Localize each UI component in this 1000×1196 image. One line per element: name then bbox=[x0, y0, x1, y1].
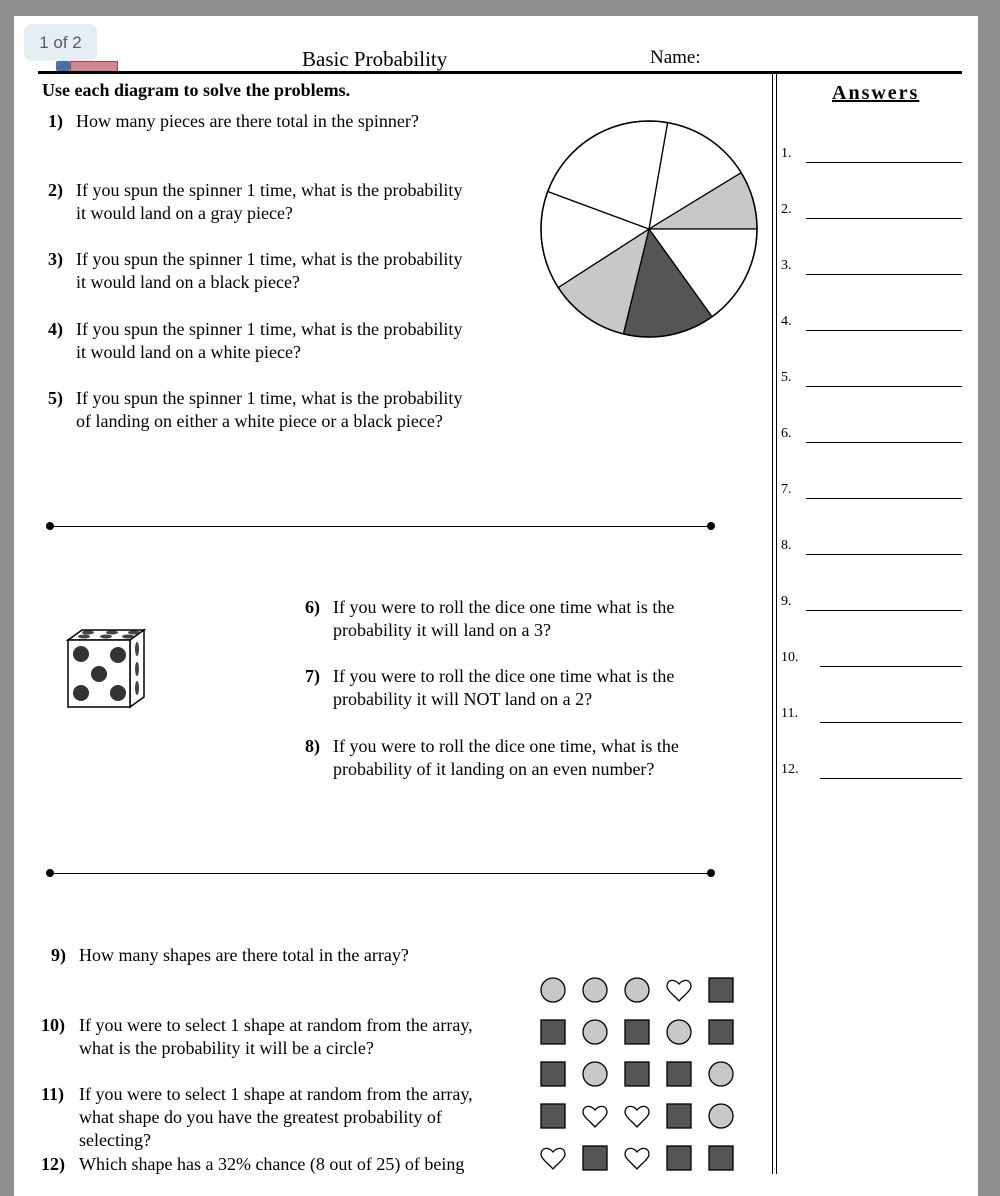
answer-blank-11[interactable] bbox=[820, 722, 962, 723]
question-text: How many shapes are there total in the array? bbox=[79, 945, 409, 965]
question-text: it would land on a gray piece? bbox=[76, 203, 293, 223]
question-number: 8) bbox=[305, 736, 320, 756]
question-text: If you were to roll the dice one time, what is the bbox=[333, 736, 679, 756]
shape-heart bbox=[583, 1106, 607, 1127]
shape-square bbox=[583, 1146, 607, 1170]
divider-endpoint bbox=[707, 522, 715, 530]
shape-heart bbox=[667, 980, 691, 1001]
answer-blank-8[interactable] bbox=[806, 554, 962, 555]
answer-blank-12[interactable] bbox=[820, 778, 962, 779]
answer-label-9: 9. bbox=[781, 594, 792, 609]
shape-circle bbox=[709, 1104, 733, 1128]
shape-array bbox=[530, 970, 750, 1190]
answer-blank-7[interactable] bbox=[806, 498, 962, 499]
question-number: 2) bbox=[48, 180, 63, 200]
shape-circle bbox=[667, 1020, 691, 1044]
question-text: probability of it landing on an even number? bbox=[333, 759, 655, 779]
question-number: 3) bbox=[48, 249, 63, 269]
header-rule bbox=[38, 71, 962, 74]
shape-circle bbox=[541, 978, 565, 1002]
instructions: Use each diagram to solve the problems. bbox=[42, 80, 351, 100]
shape-heart bbox=[625, 1106, 649, 1127]
shape-square bbox=[709, 978, 733, 1002]
section-divider bbox=[50, 526, 712, 527]
answer-blank-10[interactable] bbox=[820, 666, 962, 667]
question-text: it would land on a white piece? bbox=[76, 342, 301, 362]
question-text: Which shape has a 32% chance (8 out of 25) of being bbox=[79, 1154, 465, 1174]
question-text: it would land on a black piece? bbox=[76, 272, 300, 292]
question-text: If you were to select 1 shape at random from the array, bbox=[79, 1084, 473, 1104]
question-number: 4) bbox=[48, 319, 63, 339]
viewer-background bbox=[986, 0, 1000, 1173]
answer-label-5: 5. bbox=[781, 370, 792, 385]
question-text: If you spun the spinner 1 time, what is the probability bbox=[76, 249, 463, 269]
answer-label-7: 7. bbox=[781, 482, 792, 497]
answer-label-10: 10. bbox=[781, 650, 799, 665]
shape-heart bbox=[625, 1148, 649, 1169]
question-text: of landing on either a white piece or a black piece? bbox=[76, 411, 443, 431]
question-text: probability it will land on a 3? bbox=[333, 620, 551, 640]
answer-blank-5[interactable] bbox=[806, 386, 962, 387]
question-number: 10) bbox=[41, 1015, 65, 1035]
answers-title: Answers bbox=[832, 82, 920, 104]
section-divider bbox=[50, 873, 712, 874]
shape-square bbox=[541, 1104, 565, 1128]
question-text: How many pieces are there total in the spinner? bbox=[76, 111, 419, 131]
question-text: If you were to roll the dice one time what is the bbox=[333, 597, 675, 617]
shape-square bbox=[541, 1020, 565, 1044]
answer-label-12: 12. bbox=[781, 762, 799, 777]
worksheet-title: Basic Probability bbox=[302, 47, 448, 71]
question-number: 11) bbox=[41, 1084, 65, 1104]
question-text: what shape do you have the greatest probability of bbox=[79, 1107, 442, 1127]
question-text: If you were to roll the dice one time what is the bbox=[333, 666, 675, 686]
question-text: If you spun the spinner 1 time, what is the probability bbox=[76, 388, 463, 408]
shape-circle bbox=[583, 978, 607, 1002]
answer-label-3: 3. bbox=[781, 258, 792, 273]
shape-circle bbox=[583, 1020, 607, 1044]
question-number: 7) bbox=[305, 666, 320, 686]
shape-square bbox=[625, 1062, 649, 1086]
paper-clip-mark bbox=[56, 61, 70, 71]
answer-label-6: 6. bbox=[781, 426, 792, 441]
question-text: probability it will NOT land on a 2? bbox=[333, 689, 593, 709]
answer-label-8: 8. bbox=[781, 538, 792, 553]
shape-square bbox=[709, 1020, 733, 1044]
answer-label-4: 4. bbox=[781, 314, 792, 329]
question-number: 5) bbox=[48, 388, 63, 408]
question-number: 6) bbox=[305, 597, 320, 617]
answer-blank-2[interactable] bbox=[806, 218, 962, 219]
shape-square bbox=[709, 1146, 733, 1170]
die-diagram bbox=[60, 625, 150, 715]
question-number: 9) bbox=[51, 945, 66, 965]
question-text: selecting? bbox=[79, 1130, 151, 1150]
question-text: If you spun the spinner 1 time, what is the probability bbox=[76, 319, 463, 339]
shape-square bbox=[625, 1020, 649, 1044]
shape-square bbox=[541, 1062, 565, 1086]
answer-label-11: 11. bbox=[781, 706, 798, 721]
answer-label-2: 2. bbox=[781, 202, 792, 217]
shape-square bbox=[667, 1146, 691, 1170]
answer-blank-3[interactable] bbox=[806, 274, 962, 275]
shape-circle bbox=[709, 1062, 733, 1086]
answer-blank-6[interactable] bbox=[806, 442, 962, 443]
shape-circle bbox=[625, 978, 649, 1002]
answer-column-border-inner bbox=[776, 74, 777, 1174]
answer-blank-4[interactable] bbox=[806, 330, 962, 331]
divider-endpoint bbox=[707, 869, 715, 877]
shape-square bbox=[667, 1062, 691, 1086]
question-text: what is the probability it will be a circle? bbox=[79, 1038, 374, 1058]
answer-blank-9[interactable] bbox=[806, 610, 962, 611]
shape-square bbox=[667, 1104, 691, 1128]
answer-blank-1[interactable] bbox=[806, 162, 962, 163]
answer-column-border bbox=[772, 74, 773, 1174]
question-number: 1) bbox=[48, 111, 63, 131]
shape-circle bbox=[583, 1062, 607, 1086]
question-number: 12) bbox=[41, 1154, 65, 1174]
answer-label-1: 1. bbox=[781, 146, 792, 161]
name-label: Name: bbox=[650, 47, 701, 68]
question-text: If you were to select 1 shape at random from the array, bbox=[79, 1015, 473, 1035]
shape-heart bbox=[541, 1148, 565, 1169]
question-text: If you spun the spinner 1 time, what is the probability bbox=[76, 180, 463, 200]
page-indicator[interactable]: 1 of 2 bbox=[24, 24, 97, 61]
